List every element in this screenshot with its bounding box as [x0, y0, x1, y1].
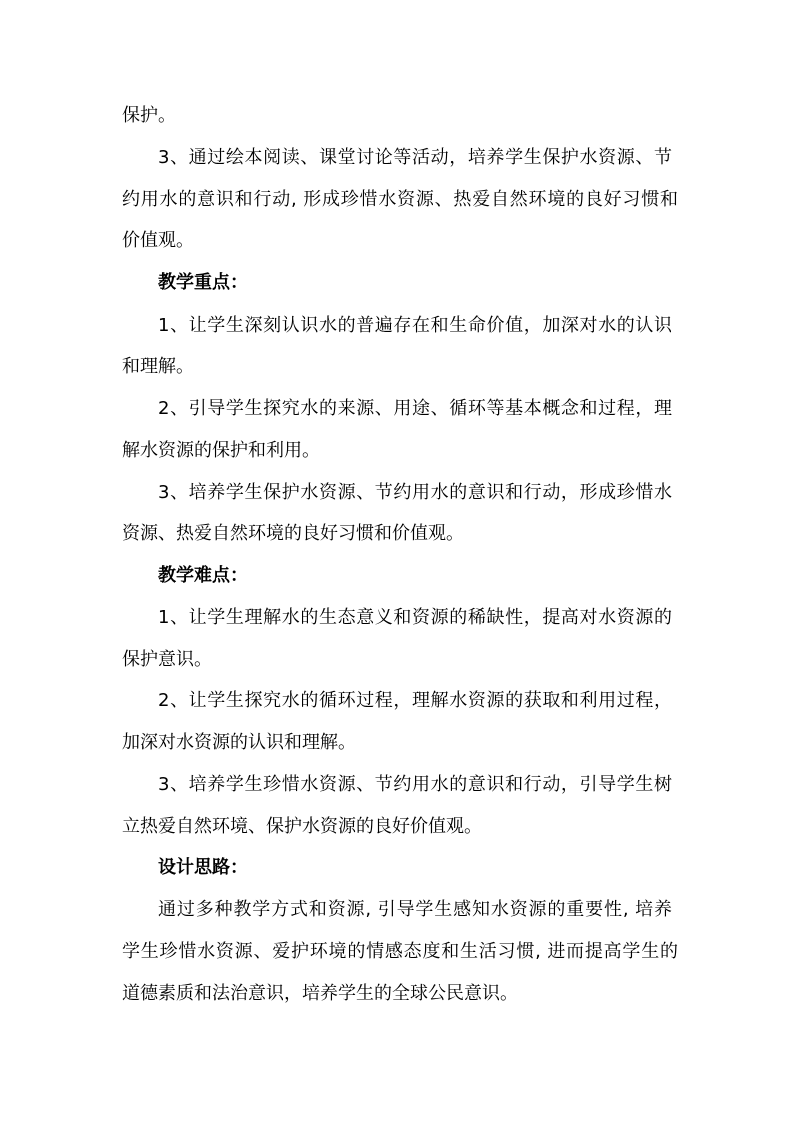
- paragraph-line: 2、引导学生探究水的来源、用途、循环等基本概念和过程，理: [158, 398, 672, 419]
- paragraph-line: 立热爱自然环境、保护水资源的良好价值观。: [122, 816, 482, 837]
- paragraph-line: 通过多种教学方式和资源, 引导学生感知水资源的重要性, 培养: [158, 899, 672, 920]
- paragraph-line: 约用水的意识和行动, 形成珍惜水资源、热爱自然环境的良好习惯和: [122, 189, 678, 210]
- paragraph-line: 3、通过绘本阅读、课堂讨论等活动，培养学生保护水资源、节: [158, 147, 672, 168]
- section-heading: 教学重点：: [158, 272, 248, 293]
- paragraph-line: 和理解。: [122, 356, 194, 377]
- paragraph-line: 3、培养学生珍惜水资源、节约用水的意识和行动，引导学生树: [158, 774, 672, 795]
- paragraph-line: 道德素质和法治意识，培养学生的全球公民意识。: [122, 983, 518, 1004]
- paragraph-line: 价值观。: [122, 230, 194, 251]
- paragraph-line: 加深对水资源的认识和理解。: [122, 732, 356, 753]
- paragraph-line: 解水资源的保护和利用。: [122, 440, 320, 461]
- section-heading: 教学难点：: [158, 565, 248, 586]
- paragraph-line: 保护。: [122, 105, 176, 126]
- section-heading: 设计思路：: [158, 857, 248, 878]
- paragraph-line: 3、培养学生保护水资源、节约用水的意识和行动，形成珍惜水: [158, 482, 672, 503]
- paragraph-line: 学生珍惜水资源、爱护环境的情感态度和生活习惯, 进而提高学生的: [122, 941, 678, 962]
- paragraph-line: 1、让学生理解水的生态意义和资源的稀缺性，提高对水资源的: [158, 607, 672, 628]
- paragraph-line: 1、让学生深刻认识水的普遍存在和生命价值，加深对水的认识: [158, 315, 672, 336]
- paragraph-line: 保护意识。: [122, 649, 212, 670]
- paragraph-line: 资源、热爱自然环境的良好习惯和价值观。: [122, 523, 464, 544]
- paragraph-line: 2、让学生探究水的循环过程，理解水资源的获取和利用过程，: [158, 690, 672, 711]
